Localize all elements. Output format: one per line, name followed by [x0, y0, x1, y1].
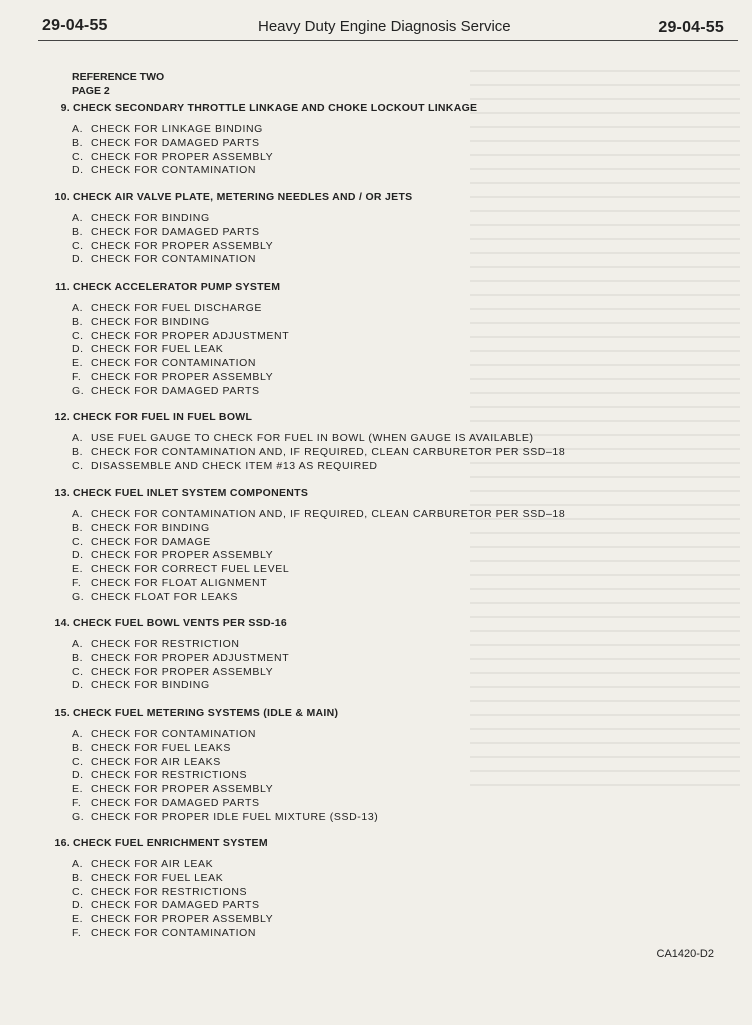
section-number: 12.	[54, 411, 70, 423]
section-items	[72, 638, 289, 693]
item-letter: D.	[72, 679, 84, 692]
section-title	[40, 617, 287, 629]
item-text: CHECK FOR PROPER ADJUSTMENT	[91, 329, 290, 342]
item-text: CHECK FOR PROPER ASSEMBLY	[91, 665, 274, 678]
section-title	[40, 411, 252, 423]
section-title-text: CHECK FUEL METERING SYSTEMS (IDLE & MAIN)	[73, 707, 339, 719]
header-rule	[38, 40, 738, 41]
item-text: CHECK FOR BINDING	[91, 679, 210, 692]
section-title-text: CHECK FUEL INLET SYSTEM COMPONENTS	[73, 487, 309, 499]
item-letter: C.	[72, 239, 84, 252]
checklist-item	[72, 549, 565, 563]
item-text: CHECK FOR DAMAGED PARTS	[91, 136, 260, 149]
item-letter: D.	[72, 164, 84, 177]
item-text: CHECK FOR CONTAMINATION AND, IF REQUIRED, CLEAN CARBURETOR PER SSD–18	[91, 445, 566, 458]
item-letter: C.	[72, 459, 84, 472]
item-letter: A.	[72, 123, 84, 135]
checklist-item	[72, 137, 273, 151]
checklist-item	[72, 563, 565, 577]
item-text: CHECK FOR FUEL LEAKS	[91, 741, 231, 754]
section-items	[72, 508, 565, 604]
item-letter: D.	[72, 549, 84, 562]
item-letter: G.	[72, 590, 85, 603]
item-letter: E.	[72, 913, 84, 925]
section-number: 15.	[54, 707, 70, 719]
item-text: CHECK FOR CONTAMINATION	[91, 728, 257, 740]
item-letter: C.	[72, 755, 84, 768]
reference-line-2: PAGE 2	[72, 85, 110, 97]
item-letter: D.	[72, 769, 84, 782]
reference-block	[72, 70, 164, 98]
item-text: CHECK FOR PROPER ASSEMBLY	[91, 549, 274, 562]
item-letter: C.	[72, 150, 84, 163]
item-letter: B.	[72, 136, 84, 149]
checklist-item	[72, 679, 289, 693]
checklist-item	[72, 371, 289, 385]
checklist-item	[72, 123, 273, 137]
item-letter: C.	[72, 329, 84, 342]
section-number: 16.	[54, 837, 70, 849]
item-letter: D.	[72, 343, 84, 356]
checklist-item	[72, 446, 565, 460]
page-header	[0, 0, 752, 44]
page-number-left: 29-04-55	[42, 17, 108, 34]
item-text: CHECK FOR CONTAMINATION	[91, 253, 257, 266]
checklist-item	[72, 769, 378, 783]
item-letter: C.	[72, 885, 84, 898]
item-letter: A.	[72, 302, 84, 314]
checklist-item	[72, 385, 289, 399]
section-number: 14.	[54, 617, 70, 629]
item-text: CHECK FOR DAMAGED PARTS	[91, 384, 260, 397]
checklist-item	[72, 357, 289, 371]
section-title-text: CHECK AIR VALVE PLATE, METERING NEEDLES AND / OR JETS	[73, 191, 413, 203]
section-number: 11.	[55, 281, 70, 293]
item-text: CHECK FOR DAMAGE	[91, 535, 211, 548]
item-text: CHECK FOR CONTAMINATION	[91, 357, 257, 369]
section-title-text: CHECK ACCELERATOR PUMP SYSTEM	[73, 281, 281, 293]
section-items	[72, 858, 273, 941]
item-letter: A.	[72, 212, 84, 224]
section-title-text: CHECK SECONDARY THROTTLE LINKAGE AND CHOKE LOCKOUT LINKAGE	[73, 102, 478, 114]
checklist-item	[72, 811, 378, 825]
checklist-item	[72, 432, 565, 446]
checklist-item	[72, 330, 289, 344]
item-text: USE FUEL GAUGE TO CHECK FOR FUEL IN BOWL (WHEN GAUGE IS AVAILABLE)	[91, 432, 534, 444]
section-title	[40, 487, 308, 499]
checklist-item	[72, 742, 378, 756]
checklist-item	[72, 872, 273, 886]
checklist-item	[72, 927, 273, 941]
checklist-item	[72, 797, 378, 811]
item-letter: A.	[72, 728, 84, 740]
item-letter: E.	[72, 783, 84, 795]
item-letter: A.	[72, 508, 84, 520]
section-title	[40, 837, 268, 849]
checklist-item	[72, 460, 565, 474]
item-letter: A.	[72, 858, 84, 870]
checklist-item	[72, 226, 273, 240]
item-letter: B.	[72, 445, 84, 458]
item-letter: C.	[72, 665, 84, 678]
section-items	[72, 123, 273, 178]
item-letter: B.	[72, 521, 84, 534]
item-text: CHECK FOR PROPER ADJUSTMENT	[91, 651, 290, 664]
item-letter: C.	[72, 535, 84, 548]
item-text: CHECK FOR RESTRICTION	[91, 638, 240, 650]
page-title: Heavy Duty Engine Diagnosis Service	[258, 18, 511, 35]
item-text: CHECK FOR PROPER ASSEMBLY	[91, 783, 274, 795]
item-letter: B.	[72, 871, 84, 884]
item-text: CHECK FOR RESTRICTIONS	[91, 769, 248, 782]
item-text: CHECK FOR CONTAMINATION	[91, 926, 257, 939]
item-letter: E.	[72, 357, 84, 369]
checklist-item	[72, 666, 289, 680]
section-number: 13.	[54, 487, 70, 499]
checklist-item	[72, 577, 565, 591]
item-text: CHECK FOR BINDING	[91, 521, 210, 534]
checklist-item	[72, 591, 565, 605]
checklist-item	[72, 858, 273, 872]
item-text: CHECK FOR LINKAGE BINDING	[91, 123, 263, 135]
item-letter: B.	[72, 315, 84, 328]
checklist-item	[72, 240, 273, 254]
checklist-item	[72, 164, 273, 178]
checklist-item	[72, 886, 273, 900]
item-text: CHECK FOR FUEL LEAK	[91, 343, 224, 356]
figure-code: CA1420-D2	[656, 948, 714, 960]
item-letter: B.	[72, 741, 84, 754]
item-letter: E.	[72, 563, 84, 575]
section-title-text: CHECK FUEL BOWL VENTS PER SSD-16	[73, 617, 287, 629]
section-title-text: CHECK FOR FUEL IN FUEL BOWL	[73, 411, 253, 423]
item-letter: B.	[72, 225, 84, 238]
item-text: CHECK FOR FLOAT ALIGNMENT	[91, 576, 268, 589]
item-text: CHECK FOR BINDING	[91, 212, 210, 224]
checklist-item	[72, 913, 273, 927]
checklist-item	[72, 302, 289, 316]
page-number-right: 29-04-55	[658, 19, 724, 36]
item-text: CHECK FOR RESTRICTIONS	[91, 885, 248, 898]
item-text: CHECK FOR DAMAGED PARTS	[91, 899, 260, 912]
reference-line-1: REFERENCE TWO	[72, 71, 165, 83]
section-title	[40, 281, 280, 293]
item-text: CHECK FOR FUEL DISCHARGE	[91, 302, 262, 314]
item-text: CHECK FOR PROPER ASSEMBLY	[91, 913, 274, 925]
item-text: CHECK FOR DAMAGED PARTS	[91, 225, 260, 238]
item-text: CHECK FOR CONTAMINATION	[91, 164, 257, 177]
item-text: CHECK FOR FUEL LEAK	[91, 871, 224, 884]
checklist-item	[72, 652, 289, 666]
checklist-item	[72, 522, 565, 536]
section-items	[72, 432, 565, 473]
item-text: CHECK FOR PROPER ASSEMBLY	[91, 370, 274, 383]
item-letter: B.	[72, 651, 84, 664]
item-letter: F.	[72, 796, 82, 809]
section-items	[72, 302, 289, 398]
section-items	[72, 728, 378, 824]
item-letter: D.	[72, 899, 84, 912]
item-text: CHECK FOR PROPER ASSEMBLY	[91, 239, 274, 252]
item-text: CHECK FLOAT FOR LEAKS	[91, 590, 238, 603]
section-title	[40, 191, 412, 203]
checklist-item	[72, 508, 565, 522]
checklist-item	[72, 783, 378, 797]
checklist-item	[72, 151, 273, 165]
item-text: CHECK FOR PROPER ASSEMBLY	[91, 150, 274, 163]
checklist-item	[72, 212, 273, 226]
checklist-item	[72, 638, 289, 652]
checklist-item	[72, 536, 565, 550]
bleed-through-texture	[470, 70, 740, 790]
section-title-text: CHECK FUEL ENRICHMENT SYSTEM	[73, 837, 268, 849]
item-text: CHECK FOR CONTAMINATION AND, IF REQUIRED, CLEAN CARBURETOR PER SSD–18	[91, 508, 566, 520]
checklist-item	[72, 899, 273, 913]
checklist-item	[72, 253, 273, 267]
section-number: 10.	[54, 191, 70, 203]
checklist-item	[72, 316, 289, 330]
item-letter: F.	[72, 576, 82, 589]
checklist-item	[72, 756, 378, 770]
item-letter: A.	[72, 432, 84, 444]
item-text: DISASSEMBLE AND CHECK ITEM #13 AS REQUIRED	[91, 459, 378, 472]
item-letter: A.	[72, 638, 84, 650]
section-title	[40, 707, 338, 719]
item-letter: F.	[72, 370, 82, 383]
section-title	[40, 102, 477, 114]
item-text: CHECK FOR AIR LEAKS	[91, 755, 221, 768]
item-letter: G.	[72, 384, 85, 397]
checklist-item	[72, 728, 378, 742]
section-number: 9.	[60, 102, 70, 114]
item-text: CHECK FOR BINDING	[91, 315, 210, 328]
item-text: CHECK FOR AIR LEAK	[91, 858, 214, 870]
checklist-item	[72, 343, 289, 357]
section-items	[72, 212, 273, 267]
item-text: CHECK FOR DAMAGED PARTS	[91, 796, 260, 809]
item-text: CHECK FOR CORRECT FUEL LEVEL	[91, 563, 290, 575]
item-letter: F.	[72, 926, 82, 939]
item-letter: D.	[72, 253, 84, 266]
item-text: CHECK FOR PROPER IDLE FUEL MIXTURE (SSD-13)	[91, 810, 379, 823]
item-letter: G.	[72, 810, 85, 823]
